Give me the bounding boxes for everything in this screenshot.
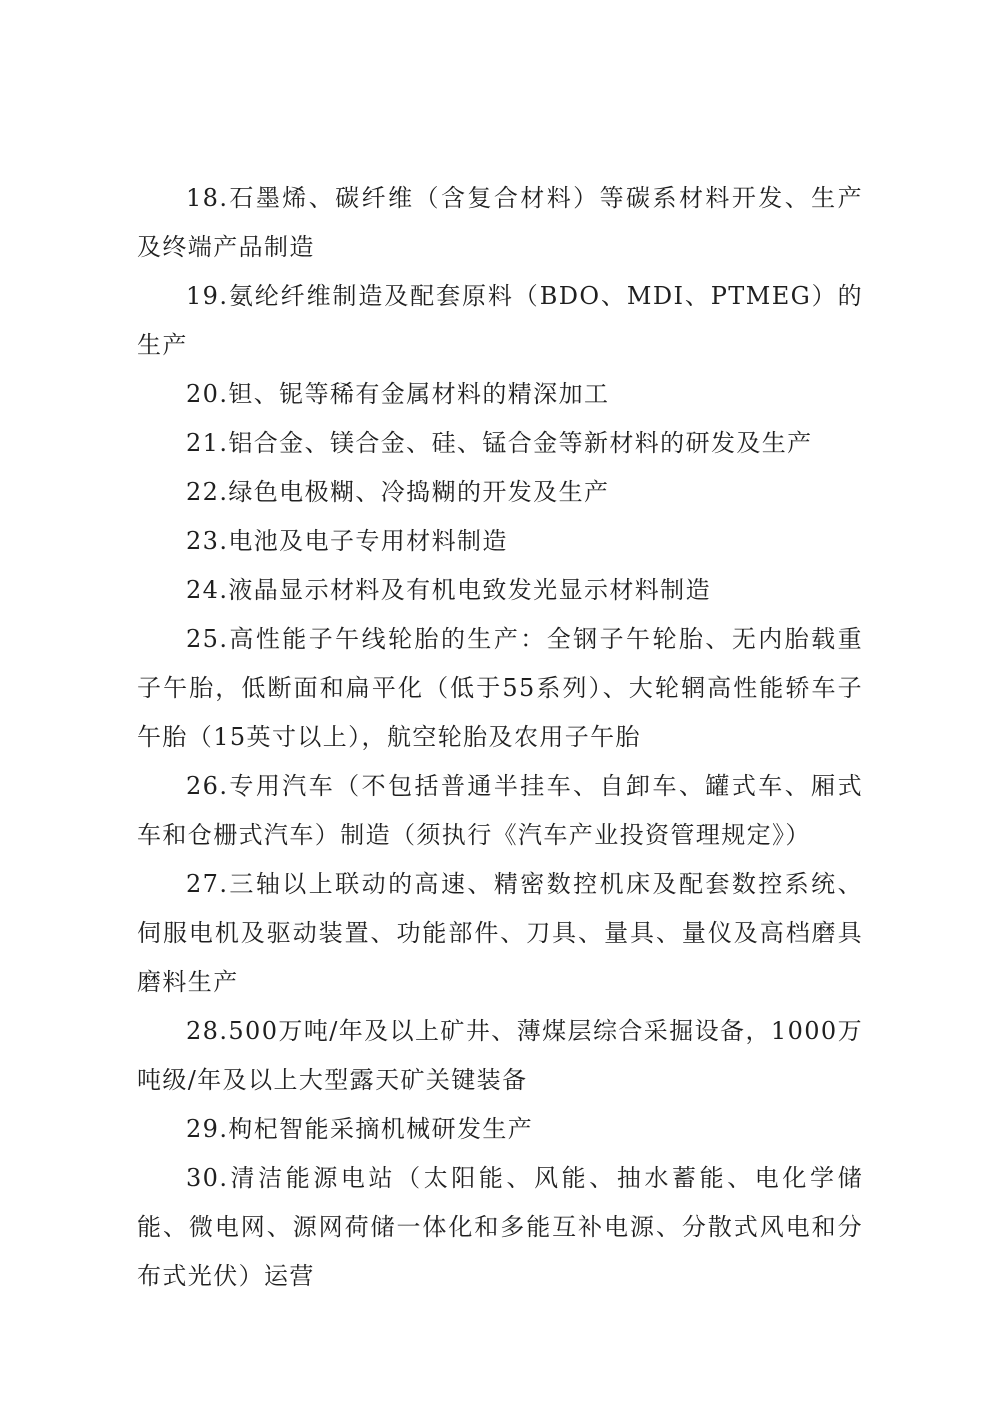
list-item-21: 21.铝合金、镁合金、硅、锰合金等新材料的研发及生产 <box>186 429 813 457</box>
list-item-26: 26.专用汽车（不包括普通半挂车、自卸车、罐式车、厢式车和仓栅式汽车）制造（须执行《汽车产业投资管理规定》） <box>137 772 863 849</box>
list-item-29: 29.枸杞智能采摘机械研发生产 <box>186 1115 534 1143</box>
list-item-19: 19.氨纶纤维制造及配套原料（BDO、MDI、PTMEG）的生产 <box>137 282 863 359</box>
list-item-22: 22.绿色电极糊、冷捣糊的开发及生产 <box>186 478 610 506</box>
list-item-23: 23.电池及电子专用材料制造 <box>186 527 508 555</box>
document-body <box>137 174 863 1301</box>
list-item-25: 25.高性能子午线轮胎的生产：全钢子午轮胎、无内胎载重子午胎，低断面和扁平化（低于55系列）、大轮辋高性能轿车子午胎（15英寸以上），航空轮胎及农用子午胎 <box>137 625 863 751</box>
list-item-28: 28.500万吨/年及以上矿井、薄煤层综合采掘设备，1000万吨级/年及以上大型露天矿关键装备 <box>137 1017 863 1094</box>
list-item-27: 27.三轴以上联动的高速、精密数控机床及配套数控系统、伺服电机及驱动装置、功能部件、刀具、量具、量仪及高档磨具磨料生产 <box>137 870 863 996</box>
list-item-24: 24.液晶显示材料及有机电致发光显示材料制造 <box>186 576 711 604</box>
list-item-18: 18.石墨烯、碳纤维（含复合材料）等碳系材料开发、生产及终端产品制造 <box>137 184 863 261</box>
list-item-30: 30.清洁能源电站（太阳能、风能、抽水蓄能、电化学储能、微电网、源网荷储一体化和多能互补电源、分散式风电和分布式光伏）运营 <box>137 1164 863 1290</box>
list-item-20: 20.钽、铌等稀有金属材料的精深加工 <box>186 380 610 408</box>
